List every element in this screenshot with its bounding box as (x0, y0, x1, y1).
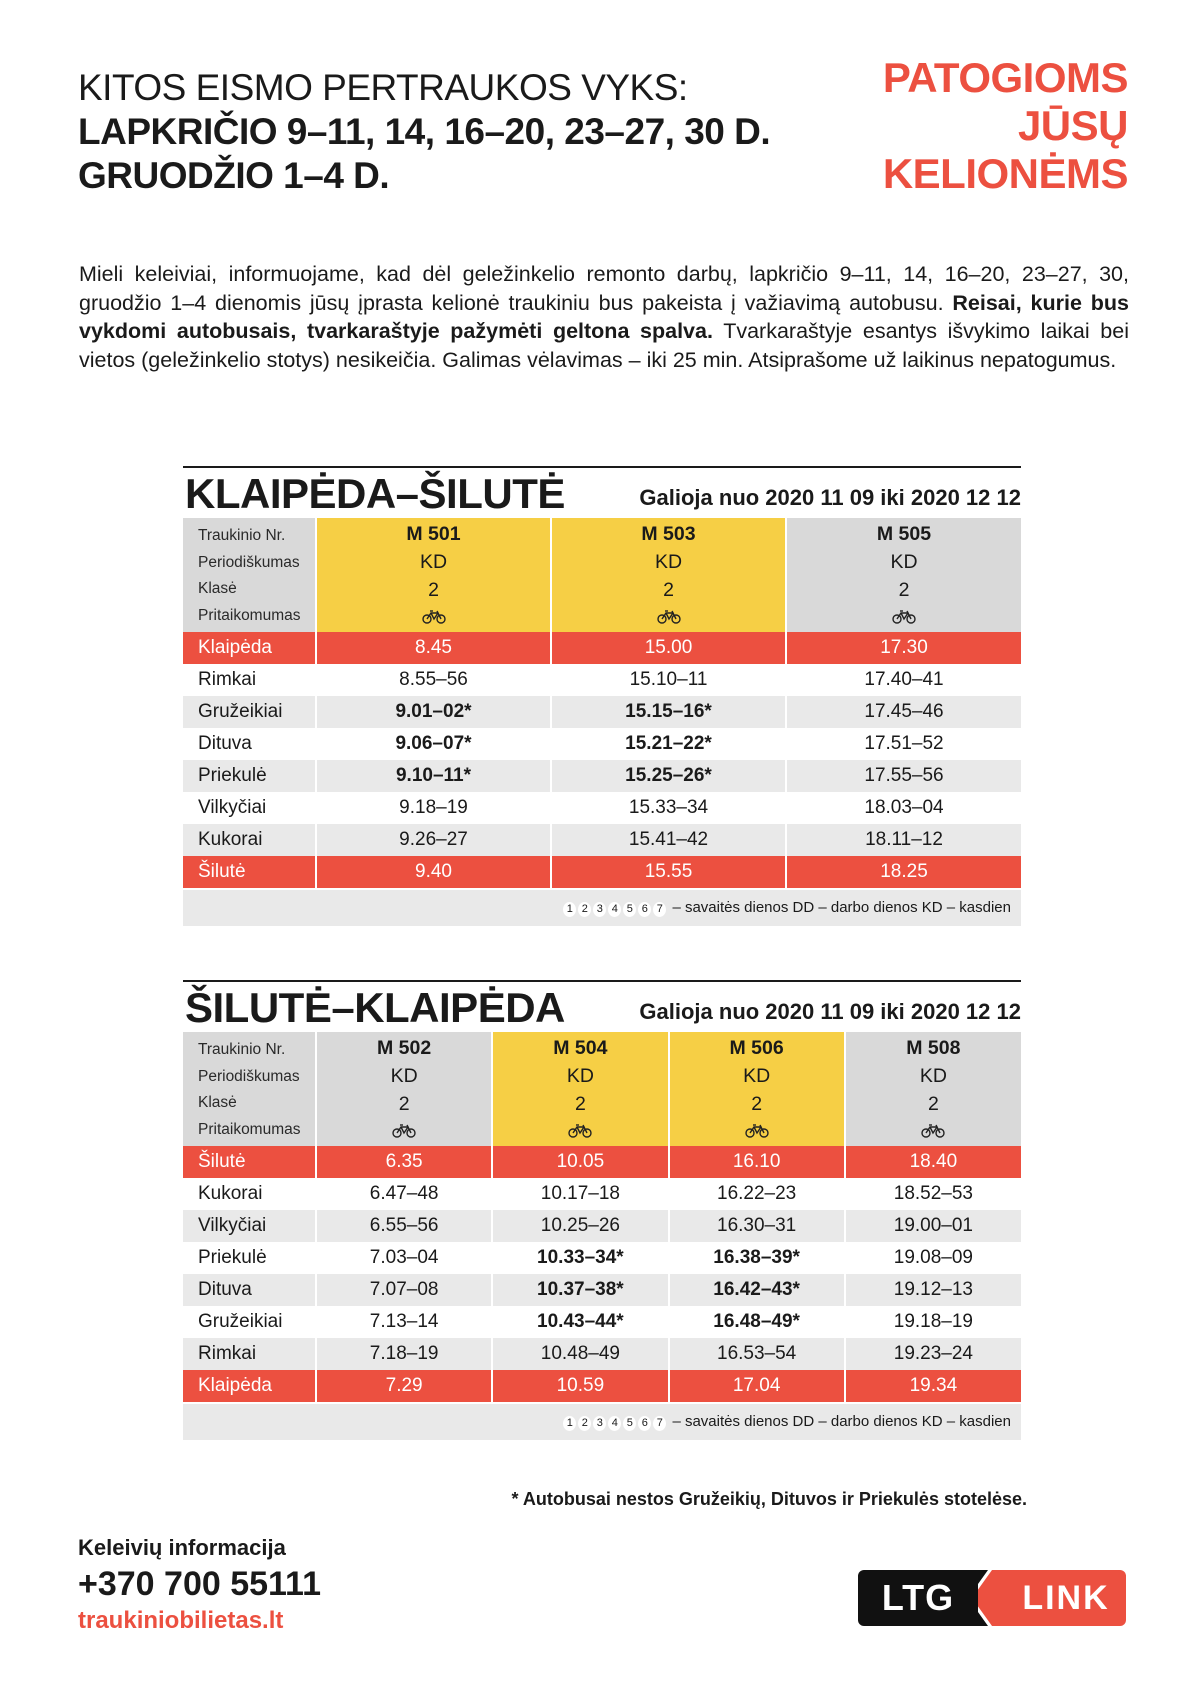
station-row (183, 792, 1021, 824)
departure-time: 16.53–54 (669, 1338, 845, 1370)
label-periodicity: Periodiškumas (198, 553, 300, 571)
station-row (183, 728, 1021, 760)
train-periodicity: KD (654, 551, 683, 573)
departure-time: 19.18–19 (845, 1306, 1021, 1338)
weekday-badge: 4 (608, 902, 621, 917)
bicycle-icon (892, 609, 916, 624)
departure-time: 15.21–22* (551, 728, 786, 760)
departure-time: 15.55 (551, 856, 786, 888)
station-row (183, 632, 1021, 664)
departure-time: 17.30 (786, 632, 1021, 664)
footnote: * Autobusai nestos Gružeikių, Dituvos ir Priekulės stotelėse. (511, 1489, 1027, 1509)
timetable-klaipeda-silute (183, 466, 1021, 926)
slogan (883, 54, 1128, 198)
train-column-header (669, 1032, 845, 1146)
station-name: Rimkai (183, 664, 316, 696)
station-name: Gružeikiai (183, 1306, 316, 1338)
departure-time: 17.45–46 (786, 696, 1021, 728)
departure-time: 18.52–53 (845, 1178, 1021, 1210)
label-train-no: Traukinio Nr. (198, 527, 286, 544)
train-class: 2 (428, 579, 439, 601)
departure-time: 9.26–27 (316, 824, 551, 856)
train-column-header (316, 518, 551, 632)
train-number: M 506 (729, 1037, 784, 1059)
train-periodicity: KD (890, 551, 918, 573)
bicycle-icon (657, 609, 681, 624)
logo-link: LINK (1006, 1570, 1126, 1626)
timetable-silute-klaipeda (183, 980, 1021, 1440)
station-row (183, 1146, 1021, 1178)
station-name: Priekulė (183, 1242, 316, 1274)
slogan-line-1: PATOGIOMS (882, 54, 1128, 101)
station-name: Gružeikiai (183, 696, 316, 728)
station-name: Klaipėda (183, 1370, 316, 1402)
legend-bar (183, 1402, 1021, 1440)
station-row (183, 664, 1021, 696)
train-number: M 503 (641, 523, 696, 545)
departure-time: 19.23–24 (845, 1338, 1021, 1370)
station-row (183, 1370, 1021, 1402)
departure-time: 16.48–49* (669, 1306, 845, 1338)
departure-time: 15.33–34 (551, 792, 786, 824)
weekday-badge: 7 (653, 1416, 666, 1431)
departure-time: 9.01–02* (316, 696, 551, 728)
station-name: Priekulė (183, 760, 316, 792)
weekday-badge: 3 (593, 902, 606, 917)
departure-time: 19.34 (845, 1370, 1021, 1402)
station-name: Šilutė (183, 1146, 316, 1178)
departure-time: 7.03–04 (316, 1242, 492, 1274)
train-column-header (492, 1032, 668, 1146)
departure-time: 15.10–11 (551, 664, 786, 696)
departure-time: 7.18–19 (316, 1338, 492, 1370)
station-row (183, 824, 1021, 856)
label-periodicity: Periodiškumas (198, 1067, 300, 1085)
legend-bar (183, 888, 1021, 926)
weekday-badge: 5 (623, 902, 636, 917)
departure-time: 17.51–52 (786, 728, 1021, 760)
table-validity: Galioja nuo 2020 11 09 iki 2020 12 12 (639, 485, 1021, 510)
weekday-badges (563, 899, 668, 916)
departure-time: 18.03–04 (786, 792, 1021, 824)
departure-time: 16.38–39* (669, 1242, 845, 1274)
station-row (183, 696, 1021, 728)
departure-time: 19.08–09 (845, 1242, 1021, 1274)
notice-header (78, 66, 770, 198)
bicycle-icon (392, 1123, 416, 1138)
table-validity: Galioja nuo 2020 11 09 iki 2020 12 12 (639, 999, 1021, 1024)
train-column-header (316, 1032, 492, 1146)
table-title: ŠILUTĖ–KLAIPĖDA (185, 984, 565, 1031)
departure-time: 17.40–41 (786, 664, 1021, 696)
train-periodicity: KD (566, 1065, 594, 1087)
train-info-row (183, 518, 1021, 632)
station-row (183, 760, 1021, 792)
train-column-header (551, 518, 786, 632)
departure-time: 10.05 (492, 1146, 668, 1178)
bicycle-icon (745, 1123, 769, 1138)
departure-time: 10.33–34* (492, 1242, 668, 1274)
intro-text-2: Tvarkaraštyje esantys išvykimo laikai bei vietos (geležinkelio stotys) nesikeičia. Galimas vėlavimas – iki 25 min. Atsiprašome už laikinus nepatogumus. (79, 319, 1130, 372)
train-periodicity: KD (743, 1065, 771, 1087)
weekday-badge: 5 (623, 1416, 636, 1431)
departure-time: 7.13–14 (316, 1306, 492, 1338)
weekday-badge: 3 (593, 1416, 606, 1431)
weekday-badge: 1 (563, 902, 576, 917)
station-name: Dituva (183, 1274, 316, 1306)
station-name: Kukorai (183, 1178, 316, 1210)
departure-time: 10.59 (492, 1370, 668, 1402)
weekday-badge: 2 (578, 902, 591, 917)
label-accessibility: Pritaikomumas (198, 1120, 301, 1138)
legend (563, 1413, 1011, 1431)
departure-time: 15.25–26* (551, 760, 786, 792)
label-accessibility: Pritaikomumas (198, 606, 301, 624)
station-name: Rimkai (183, 1338, 316, 1370)
train-class: 2 (927, 1093, 939, 1115)
departure-time: 19.12–13 (845, 1274, 1021, 1306)
station-name: Klaipėda (183, 632, 316, 664)
contact-phone[interactable]: +370 700 55111 (78, 1565, 321, 1603)
departure-time: 16.42–43* (669, 1274, 845, 1306)
station-name: Dituva (183, 728, 316, 760)
weekday-badge: 1 (563, 1416, 576, 1431)
intro-text-1: Mieli keleiviai, informuojame, kad dėl geležinkelio remonto darbų, lapkričio 9–11, 14, 16–20, 23–27, 30, gruodžio 1–4 dienomis jūsų įprasta kelionė traukiniu bus pakeista į važiavimą autobusu. (79, 262, 1129, 315)
weekday-badge: 4 (608, 1416, 621, 1431)
train-number: M 504 (553, 1037, 608, 1059)
departure-time: 6.55–56 (316, 1210, 492, 1242)
departure-time: 9.40 (316, 856, 551, 888)
station-row (183, 1210, 1021, 1242)
train-class: 2 (398, 1093, 410, 1115)
station-row (183, 1178, 1021, 1210)
train-periodicity: KD (419, 551, 448, 573)
departure-time: 15.41–42 (551, 824, 786, 856)
contact-info (78, 1533, 321, 1637)
contact-label: Keleivių informacija (78, 1535, 286, 1560)
label-train-no: Traukinio Nr. (198, 1041, 286, 1058)
train-class: 2 (574, 1093, 586, 1115)
train-number: M 505 (876, 523, 932, 545)
train-info-row (183, 1032, 1021, 1146)
departure-time: 10.48–49 (492, 1338, 668, 1370)
slogan-line-2: JŪSŲ (1017, 102, 1128, 149)
train-periodicity: KD (919, 1065, 947, 1087)
train-class: 2 (663, 579, 674, 601)
departure-time: 10.17–18 (492, 1178, 668, 1210)
bicycle-icon (568, 1123, 592, 1138)
station-row (183, 856, 1021, 888)
bicycle-icon (921, 1123, 945, 1138)
intro-paragraph (79, 260, 1129, 374)
ltg-link-logo (858, 1570, 1126, 1626)
departure-time: 10.25–26 (492, 1210, 668, 1242)
station-row (183, 1338, 1021, 1370)
weekday-badges (563, 1413, 668, 1430)
departure-time: 9.06–07* (316, 728, 551, 760)
departure-time: 15.15–16* (551, 696, 786, 728)
departure-time: 9.18–19 (316, 792, 551, 824)
legend-text: – savaitės dienos DD – darbo dienos KD – kasdien (672, 1413, 1011, 1430)
departure-time: 18.25 (786, 856, 1021, 888)
departure-time: 19.00–01 (845, 1210, 1021, 1242)
departure-time: 6.35 (316, 1146, 492, 1178)
weekday-badge: 6 (638, 1416, 651, 1431)
train-class: 2 (898, 579, 910, 601)
departure-time: 10.37–38* (492, 1274, 668, 1306)
departure-time: 17.55–56 (786, 760, 1021, 792)
departure-time: 16.10 (669, 1146, 845, 1178)
station-row (183, 1306, 1021, 1338)
departure-time: 7.29 (316, 1370, 492, 1402)
station-name: Vilkyčiai (183, 792, 316, 824)
departure-time: 6.47–48 (316, 1178, 492, 1210)
bicycle-icon (422, 609, 446, 624)
train-number: M 502 (377, 1037, 432, 1059)
contact-url[interactable]: traukiniobilietas.lt (78, 1607, 284, 1634)
train-class: 2 (751, 1093, 763, 1115)
label-class: Klasė (198, 1094, 237, 1111)
departure-time: 8.55–56 (316, 664, 551, 696)
departure-time: 17.04 (669, 1370, 845, 1402)
header-line-1: KITOS EISMO PERTRAUKOS VYKS: (78, 67, 688, 108)
slogan-line-3: KELIONĖMS (882, 150, 1128, 197)
departure-time: 16.30–31 (669, 1210, 845, 1242)
departure-time: 15.00 (551, 632, 786, 664)
weekday-badge: 2 (578, 1416, 591, 1431)
weekday-badge: 7 (653, 902, 666, 917)
station-name: Šilutė (183, 856, 316, 888)
departure-time: 18.11–12 (786, 824, 1021, 856)
departure-time: 9.10–11* (316, 760, 551, 792)
logo-ltg: LTG (858, 1570, 978, 1626)
train-info-labels (183, 518, 316, 632)
weekday-badge: 6 (638, 902, 651, 917)
departure-time: 16.22–23 (669, 1178, 845, 1210)
train-column-header (845, 1032, 1021, 1146)
header-line-3: GRUODŽIO 1–4 D. (78, 155, 390, 196)
timetable (183, 518, 1021, 888)
train-column-header (786, 518, 1021, 632)
timetable (183, 1032, 1021, 1402)
table-title-bar (183, 980, 1021, 1031)
departure-time: 10.43–44* (492, 1306, 668, 1338)
station-name: Vilkyčiai (183, 1210, 316, 1242)
table-title-bar (183, 466, 1021, 517)
departure-time: 18.40 (845, 1146, 1021, 1178)
train-number: M 501 (406, 523, 461, 545)
intro-bold-text: Reisai, kurie bus vykdomi autobusais, tvarkaraštyje pažymėti geltona spalva. (79, 290, 1129, 343)
label-class: Klasė (198, 580, 237, 597)
legend (563, 899, 1011, 917)
header-line-2: LAPKRIČIO 9–11, 14, 16–20, 23–27, 30 D. (78, 111, 771, 152)
legend-text: – savaitės dienos DD – darbo dienos KD – kasdien (672, 899, 1011, 916)
train-number: M 508 (906, 1037, 961, 1059)
station-row (183, 1274, 1021, 1306)
departure-time: 7.07–08 (316, 1274, 492, 1306)
departure-time: 8.45 (316, 632, 551, 664)
table-title: KLAIPĖDA–ŠILUTĖ (185, 470, 565, 517)
train-periodicity: KD (390, 1065, 418, 1087)
station-name: Kukorai (183, 824, 316, 856)
train-info-labels (183, 1032, 316, 1146)
station-row (183, 1242, 1021, 1274)
